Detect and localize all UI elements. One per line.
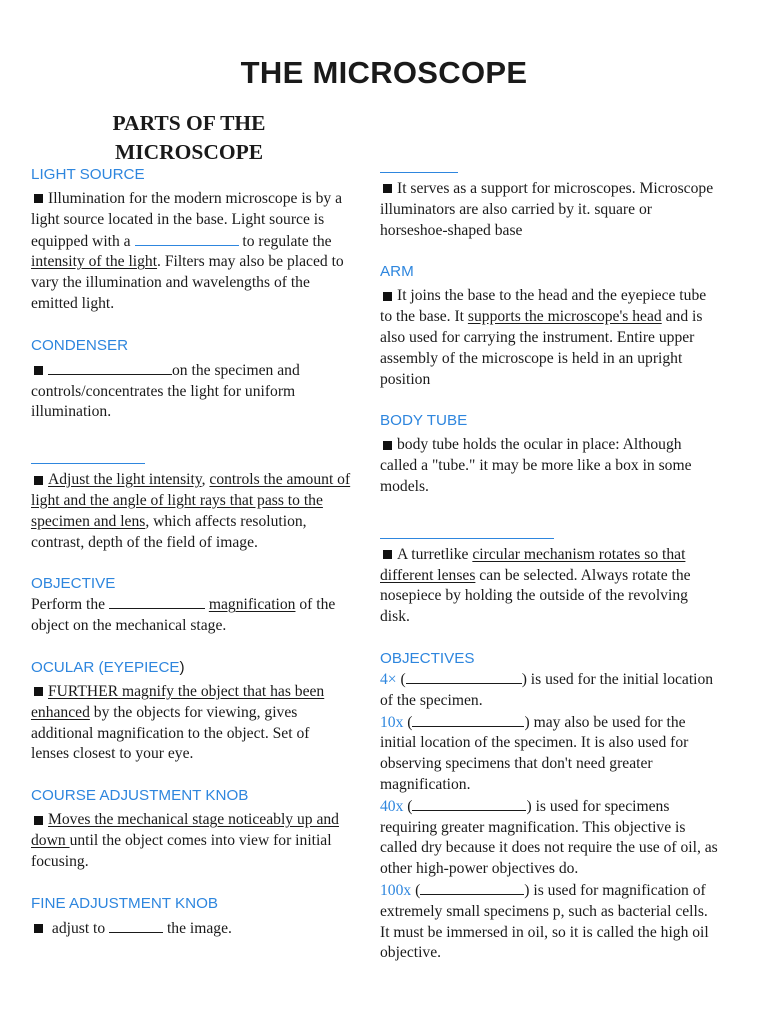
ocular-text: FURTHER magnify the object that has been enhanced by the objects for viewing, gives additional magnification to the object. Set of lenses closest to your eye. bbox=[31, 682, 325, 763]
fill-in-blank[interactable] bbox=[109, 594, 205, 609]
coarse-adjustment-text: Moves the mechanical stage noticeably up and down until the object comes into view for initial focusing. bbox=[31, 811, 339, 870]
section-title-line2: MICROSCOPE bbox=[114, 140, 264, 164]
light-source-text: Illumination for the modern microscope is by a light source located in the base. Light source is equipped with a to regulate the intensity of the light. Filters may also be placed to vary the illumination and wavelengths of the emitted light. bbox=[31, 190, 344, 312]
fill-in-blank[interactable] bbox=[135, 231, 239, 246]
left-column bbox=[31, 165, 351, 939]
body-tube-text: body tube holds the ocular in place: Although called a "tube." it may be more like a box in some models. bbox=[380, 436, 692, 495]
heading-light-source: LIGHT SOURCE bbox=[31, 166, 145, 183]
fill-in-blank[interactable] bbox=[48, 360, 172, 375]
document-title: THE MICROSCOPE bbox=[240, 55, 528, 90]
base-heading-blank[interactable] bbox=[380, 158, 458, 173]
fill-in-blank[interactable] bbox=[420, 880, 524, 895]
objective-item: 10x ( ) may also be used for the initial location of the specimen. It is also used for observing specimens that don't need greater magnification. bbox=[380, 713, 689, 793]
heading-arm: ARM bbox=[380, 263, 414, 281]
objective-item: 40x ( ) is used for specimens requiring greater magnification. This objective is called dry because it does not require the use of oil, as other high-power objectives do. bbox=[380, 797, 718, 878]
diaphragm-text: Adjust the light intensity, controls the amount of light and the angle of light rays that pass to the specimen and lens, which affects resolution, contrast, depth of the field of image. bbox=[31, 471, 351, 551]
bullet-icon bbox=[34, 194, 43, 203]
section-title-line1: PARTS OF THE bbox=[112, 111, 266, 135]
fill-in-blank[interactable] bbox=[406, 669, 522, 684]
heading-ocular: OCULAR (EYEPIECE) bbox=[31, 658, 185, 676]
bullet-icon bbox=[34, 816, 43, 825]
heading-coarse-adjustment: COURSE ADJUSTMENT KNOB bbox=[31, 787, 249, 805]
heading-fine-adjustment: FINE ADJUSTMENT KNOB bbox=[31, 894, 219, 912]
fine-adjustment-text: adjust to the image. bbox=[31, 918, 351, 940]
objectives-list bbox=[380, 669, 720, 964]
nosepiece-text: A turretlike circular mechanism rotates so that different lenses can be selected. Always rotate the nosepiece by holding the outside of the revolving disk. bbox=[380, 545, 691, 626]
bullet-icon bbox=[34, 476, 43, 485]
fill-in-blank[interactable] bbox=[412, 796, 526, 811]
bullet-icon bbox=[383, 441, 392, 450]
objective-item: 100x ( ) is used for magnification of extremely small specimens p, such as bacterial cells. It must be immersed in oil, so it is called the high oil objective. bbox=[380, 881, 709, 962]
condenser-text: on the specimen and controls/concentrates the light for uniform illumination. bbox=[31, 361, 300, 421]
bullet-icon bbox=[383, 292, 392, 301]
heading-body-tube: BODY TUBE bbox=[380, 412, 468, 430]
diaphragm-heading-blank[interactable] bbox=[31, 449, 145, 464]
bullet-icon bbox=[383, 184, 392, 193]
right-column bbox=[380, 158, 720, 964]
section-title bbox=[40, 109, 338, 167]
heading-objectives: OBJECTIVES bbox=[380, 649, 475, 667]
fill-in-blank[interactable] bbox=[412, 712, 524, 727]
objective-text: Perform the magnification of the object on the mechanical stage. bbox=[31, 596, 336, 635]
bullet-icon bbox=[34, 687, 43, 696]
bullet-icon bbox=[383, 550, 392, 559]
nosepiece-heading-blank[interactable] bbox=[380, 524, 554, 539]
objective-item: 4× ( ) is used for the initial location of the specimen. bbox=[380, 670, 714, 709]
heading-objective: OBJECTIVE bbox=[31, 575, 116, 593]
arm-text: It joins the base to the head and the eyepiece tube to the base. It supports the microscope's head and is also used for carrying the instrument. Entire upper assembly of the microscope is held in an upright position bbox=[380, 287, 707, 388]
bullet-icon bbox=[34, 924, 43, 933]
heading-condenser: CONDENSER bbox=[31, 336, 129, 354]
base-text: It serves as a support for microscopes. Microscope illuminators are also carried by it. square or horseshoe-shaped base bbox=[380, 180, 714, 239]
bullet-icon bbox=[34, 366, 43, 375]
fill-in-blank[interactable] bbox=[109, 918, 163, 933]
